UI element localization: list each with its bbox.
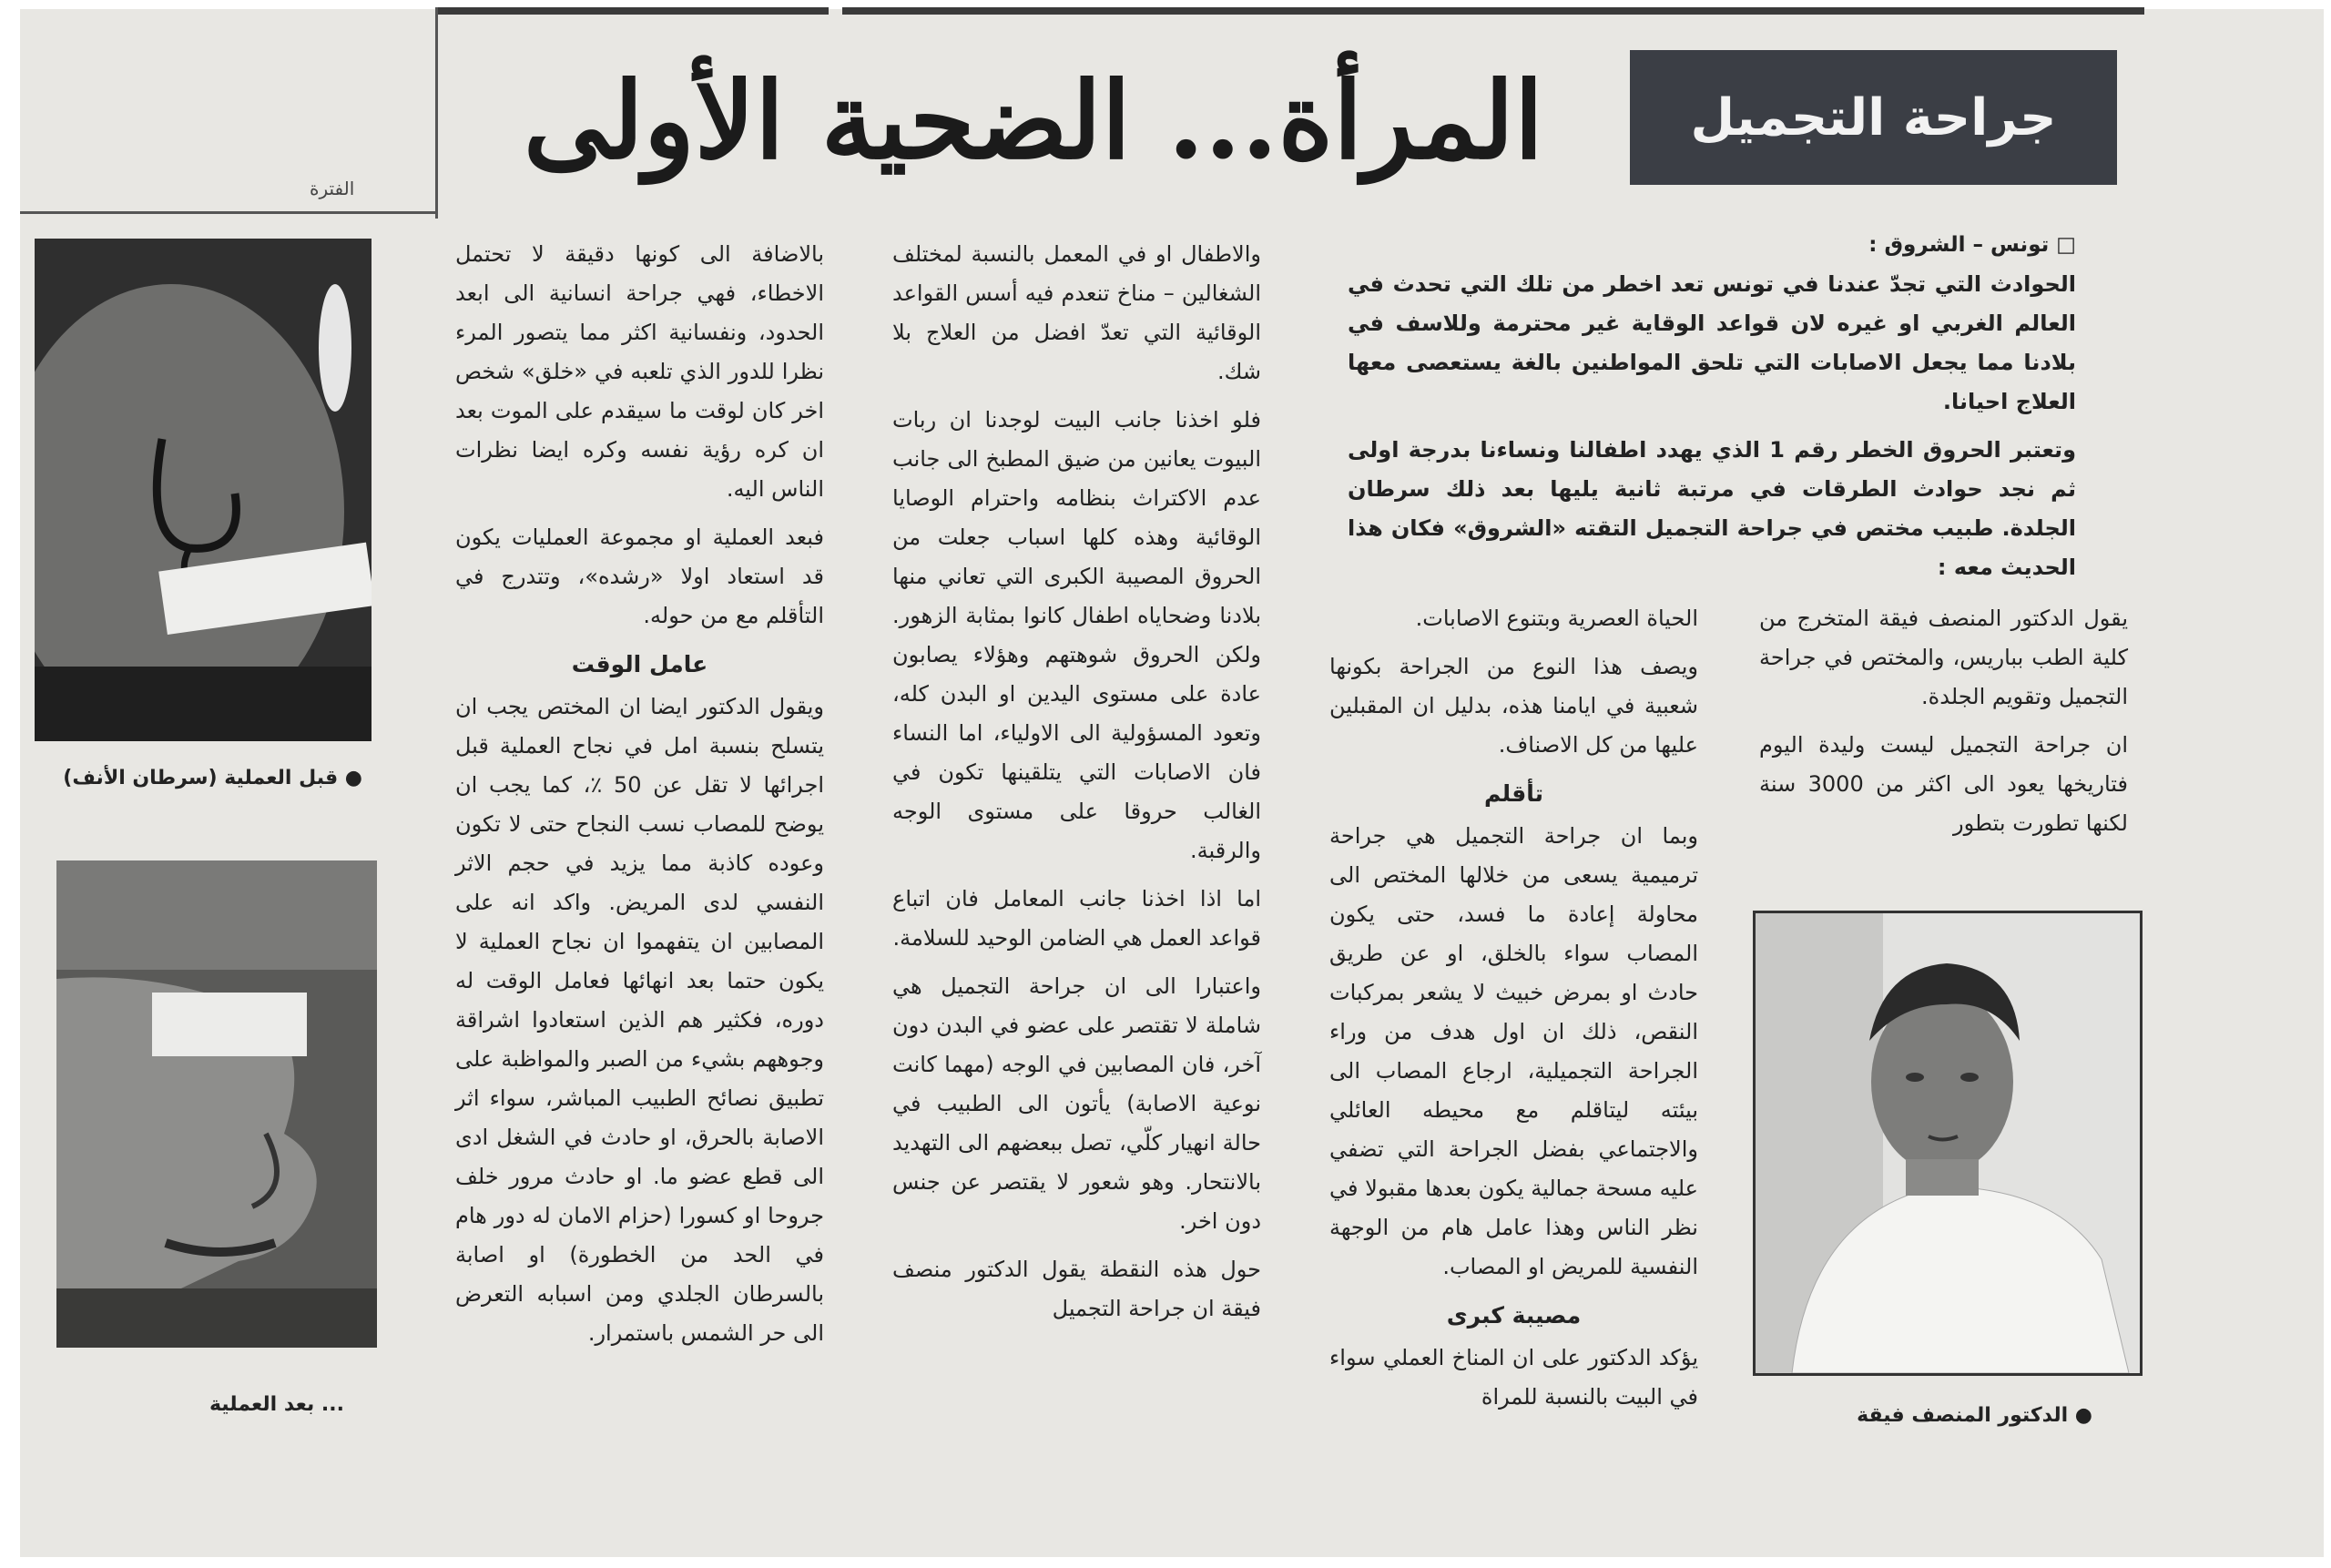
body-paragraph: فلو اخذنا جانب البيت لوجدنا ان ربات البيوت يعانين من ضيق المطبخ الى جانب عدم الاكتراث بنظامه واحترام الوصايا الوقائية وهذه كلها اسباب جعلت من الحروق المصيبة الكبرى التي تعاني منها بلادنا وضحاياه اطفال كانوا بمثابة الزهور. ولكن الحروق شوهتهم وهؤلاء يصابون عادة على مستوى اليدين او البدن كله، وتعود المسؤولية الى الاولياء، اما النساء فان الاصابات التي يتلقينها تكون في الغالب حروقا على مستوى الوجه والرقبة. (892, 407, 1261, 863)
left-box-rule (20, 211, 437, 214)
top-rule-right (842, 7, 2144, 15)
body-paragraph: يقول الدكتور المنصف فيقة المتخرج من كلية الطب بباريس، والمختص في جراحة التجميل وتقويم الجلدة. (1759, 606, 2128, 709)
body-paragraph: وبما ان جراحة التجميل هي جراحة ترميمية يسعى من خلالها المختص الى محاولة إعادة ما فسد، حتى يكون المصاب سواء بالخلق، او عن طريق حادث او بمرض خبيث لا يشعر بمركبات النقص، ذلك ان اول هدف من وراء الجراحة التجميلية، ارجاع المصاب الى بيئته ليتاقلم مع محيطه العائلي والاجتماعي بفضل الجراحة التي تضفي عليه مسحة جمالية يكون بعدها مقبولا في نظر الناس وهذا عامل هام من الوجهة النفسية للمريض او المصاب. (1329, 823, 1698, 1279)
before-surgery-photo (35, 239, 372, 741)
body-paragraph: يؤكد الدكتور على ان المناخ العملي سواء في البيت بالنسبة للمراة (1329, 1345, 1698, 1410)
body-paragraph: حول هذه النقطة يقول الدكتور منصف فيقة ان جراحة التجميل (892, 1257, 1261, 1321)
body-paragraph: ان جراحة التجميل ليست وليدة اليوم فتاريخها يعود الى اكثر من 3000 سنة لكنها تطورت بتطور (1759, 732, 2128, 836)
body-paragraph: الحياة العصرية وبتنوع الاصابات. (1415, 606, 1698, 631)
subheading-musiba-kubra: مصيبة كبرى (1446, 1302, 1582, 1329)
intro-paragraph: الحوادث التي تجدّ عندنا في تونس تعد اخطر من تلك التي تحدث في العالم الغربي او غيره لان قواعد الوقاية غير محترمة وللاسف في بلادنا مما يجعل الاصابات التي تلحق المواطنين بالغة يستعصى معها العلاج احيانا. (1348, 271, 2076, 414)
article-column-b (1329, 599, 1698, 1426)
after-surgery-caption: ... بعد العملية (209, 1393, 344, 1416)
article-column-a (1759, 599, 2128, 852)
left-column-rule (435, 7, 438, 219)
before-surgery-caption: ● قبل العملية (سرطان الأنف) (63, 767, 362, 789)
body-paragraph: اما اذا اخذنا جانب المعامل فان اتباع قواعد العمل هي الضامن الوحيد للسلامة. (892, 886, 1261, 951)
body-paragraph: ويقول الدكتور ايضا ان المختص يجب ان يتسلح بنسبة امل في نجاح العملية قبل اجرائها لا تقل عن 50 ٪، كما يجب ان يوضح للمصاب نسب النجاح حتى لا تكون وعوده كاذبة مما يزيد في حجم الاثر النفسي لدى المريض. واكد انه على المصابين ان يتفهموا ان نجاح العملية لا يكون حتما بعد انهائها فعامل الوقت له دوره، فكثير هم الذين استعادوا اشراقة وجوههم بشيء من الصبر والمواظبة على تطبيق نصائح الطبيب المباشر، سواء اثر الاصابة بالحرق، او حادث في الشغل ادى الى قطع عضو ما. او حادث مرور خلف جروحا او كسورا (حزام الامان له دور هام في الحد من الخطورة) او اصابة بالسرطان الجلدي ومن اسبابه التعرض الى حر الشمس باستمرار. (455, 694, 824, 1346)
doctor-caption: ● الدكتور المنصف فيقة (1857, 1404, 2092, 1427)
section-banner: جراحة التجميل (1630, 50, 2117, 185)
body-paragraph: والاطفال او في المعمل بالنسبة لمختلف الشغالين – مناخ تنعدم فيه أسس القواعد الوقائية التي تعدّ افضل من العلاج بلا شك. (892, 241, 1261, 384)
intro-block (1348, 226, 2076, 596)
top-rule-left (437, 7, 829, 15)
after-surgery-photo (56, 860, 377, 1348)
intro-paragraph: وتعتبر الحروق الخطر رقم 1 الذي يهدد اطفالنا ونساءنا بدرجة اولى ثم نجد حوادث الطرقات في مرتبة ثانية يليها بعد ذلك سرطان الجلدة. طبيب مختص في جراحة التجميل التقته «الشروق» فكان هذا الحديث معه : (1348, 437, 2076, 580)
doctor-portrait-photo (1753, 911, 2143, 1376)
body-paragraph: فبعد العملية او مجموعة العمليات يكون قد استعاد اولا «رشده»، وتتدرج في التأقلم مع من حوله. (455, 524, 824, 628)
body-paragraph: واعتبارا الى ان جراحة التجميل هي شاملة لا تقتصر على عضو في البدن دون آخر، فان المصابين في الوجه (مهما كانت نوعية الاصابة) يأتون الى الطبيب في حالة انهيار كلّي، تصل ببعضهم الى التهديد بالانتحار. وهو شعور لا يقتصر عن جنس دون اخر. (892, 973, 1261, 1234)
article-column-d (455, 235, 824, 1362)
article-column-c (892, 235, 1261, 1338)
headline: المرأة... الضحية الأولى (523, 59, 1544, 183)
subheading-taqallum: تأقلم (1484, 780, 1543, 807)
subheading-amil-alwaqt: عامل الوقت (571, 651, 708, 677)
body-paragraph: بالاضافة الى كونها دقيقة لا تحتمل الاخطاء، فهي جراحة انسانية الى ابعد الحدود، ونفسانية اكثر مما يتصور المرء نظرا للدور الذي تلعبه في «خلق» شخص اخر كان لوقت ما سيقدم على الموت بعد ان كره رؤية نفسه وكره ايضا نظرات الناس اليه. (455, 241, 824, 502)
brand-stamp: الفترة (310, 178, 355, 199)
body-paragraph: ويصف هذا النوع من الجراحة بكونها شعبية في ايامنا هذه، بدليل ان المقبلين عليها من كل الاصناف. (1329, 654, 1698, 758)
dateline: □ تونس – الشروق : (1868, 233, 2076, 257)
